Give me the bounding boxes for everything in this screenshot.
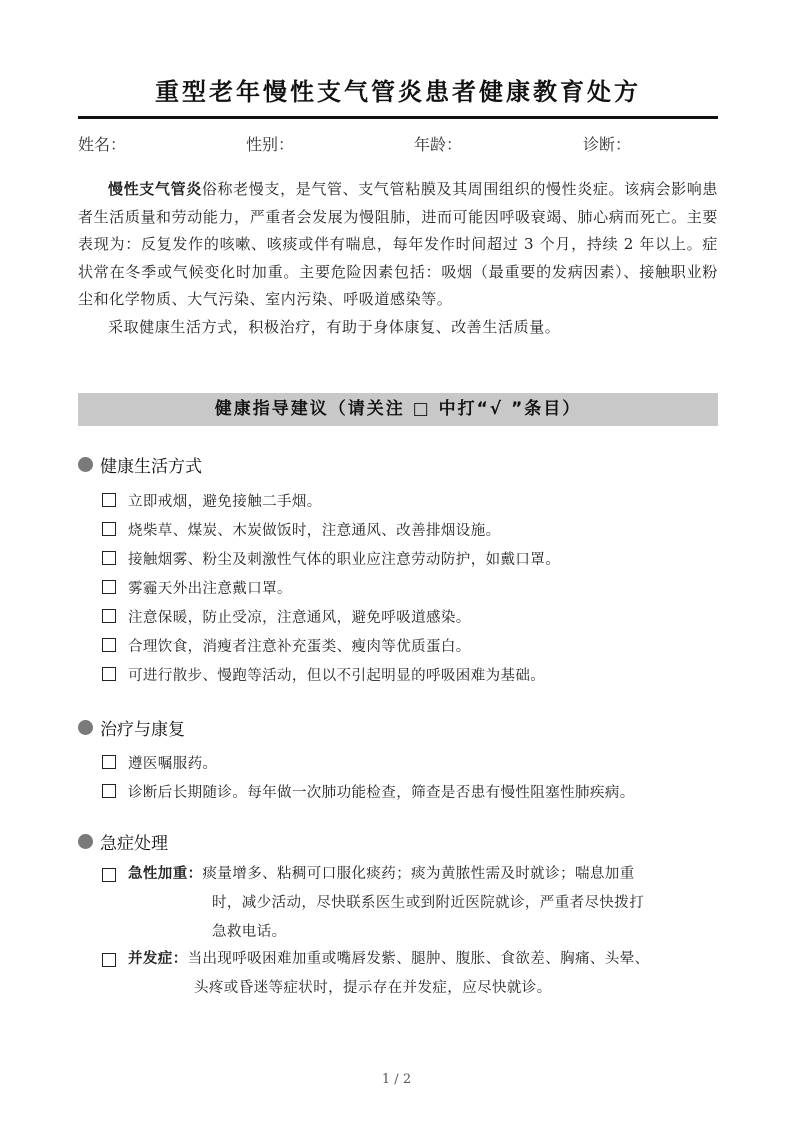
bullet-icon	[78, 720, 93, 735]
checkbox[interactable]	[102, 667, 116, 681]
complication-label: 并发症：	[128, 951, 188, 967]
bullet-icon	[78, 834, 93, 849]
checkbox[interactable]	[102, 953, 116, 967]
emergency-heading-text: 急症处理	[100, 833, 168, 854]
lifestyle-item[interactable]: 立即戒烟，避免接触二手烟。	[102, 489, 722, 511]
intro-text: 俗称老慢支，是气管、支气管粘膜及其周围组织的慢性炎症。该病会影响患者生活质量和劳动能力，严重者会发展为慢阻肺，进而可能因呼吸衰竭、肺心病而死亡。主要表现为：反复发作的咳嗽、咳痰或伴有喘息，每年发作时间超过 3 个月，持续 2 年以上。症状常在冬季或气候变化时加重。主要危险因素包括：吸烟（最重要的发病因素）、接触职业粉尘和化学物质、大气污染、室内污染、呼吸道感染等。	[78, 180, 718, 308]
lifestyle-item[interactable]: 合理饮食，消瘦者注意补充蛋类、瘦肉等优质蛋白。	[102, 634, 722, 656]
age-field-label: 年龄：	[414, 135, 463, 154]
complication-text-line-1: 当出现呼吸困难加重或嘴唇发紫、腿肿、腹胀、食欲差、胸痛、头晕、	[187, 951, 650, 967]
intro-section	[78, 176, 718, 341]
treatment-heading-text: 治疗与康复	[100, 719, 185, 740]
checkbox[interactable]	[102, 868, 116, 882]
diagnosis-field-label: 诊断：	[583, 135, 632, 154]
checkbox[interactable]	[102, 522, 116, 536]
acute-text-line-1: 痰量增多、粘稠可口服化痰药；痰为黄脓性需及时就诊；喘息加重	[202, 866, 635, 882]
treatment-item[interactable]: 诊断后长期随诊。每年做一次肺功能检查，筛查是否患有慢性阻塞性肺疾病。	[102, 780, 722, 802]
lifestyle-item[interactable]: 接触烟雾、粉尘及刺激性气体的职业应注意劳动防护，如戴口罩。	[102, 547, 722, 569]
acute-text-line-2: 时，减少活动，尽快联系医生或到附近医院就诊，严重者尽快拨打	[212, 895, 645, 911]
checkbox[interactable]	[102, 638, 116, 652]
complication-item	[102, 945, 722, 1003]
page-title: 重型老年慢性支气管炎患者健康教育处方	[155, 78, 641, 106]
patient-info-row	[78, 132, 718, 156]
emergency-heading	[78, 829, 168, 853]
page-number: 1 / 2	[381, 1072, 412, 1087]
checkbox[interactable]	[102, 609, 116, 623]
acute-exacerbation-item	[102, 860, 722, 947]
bullet-icon	[78, 457, 93, 472]
lifestyle-item[interactable]: 注意保暖，防止受凉，注意通风，避免呼吸道感染。	[102, 605, 722, 627]
checkbox[interactable]	[102, 551, 116, 565]
lifestyle-item[interactable]: 可进行散步、慢跑等活动，但以不引起明显的呼吸困难为基础。	[102, 663, 722, 685]
treatment-item[interactable]: 遵医嘱服药。	[102, 751, 722, 773]
checkbox[interactable]	[102, 493, 116, 507]
title-divider	[78, 116, 718, 119]
lifestyle-item[interactable]: 烧柴草、煤炭、木炭做饭时，注意通风、改善排烟设施。	[102, 518, 722, 540]
intro-paragraph-2: 采取健康生活方式，积极治疗，有助于身体康复、改善生活质量。	[108, 317, 561, 336]
checkbox[interactable]	[102, 784, 116, 798]
gender-field-label: 性别：	[246, 135, 295, 154]
acute-label: 急性加重：	[128, 866, 203, 882]
complication-text-line-2: 头疼或昏迷等症状时，提示存在并发症，应尽快就诊。	[194, 980, 552, 996]
checkbox[interactable]	[102, 755, 116, 769]
checkbox[interactable]	[102, 580, 116, 594]
lifestyle-heading-text: 健康生活方式	[100, 456, 202, 477]
intro-paragraph	[78, 176, 718, 314]
treatment-heading	[78, 715, 185, 739]
lifestyle-heading	[78, 452, 202, 476]
intro-term: 慢性支气管炎	[108, 180, 202, 198]
acute-text-line-3: 急救电话。	[212, 924, 287, 940]
guidance-banner: 健康指导建议（请关注 □ 中打“√ ”条目）	[78, 393, 718, 426]
name-field-label: 姓名：	[78, 135, 127, 154]
lifestyle-item[interactable]: 雾霾天外出注意戴口罩。	[102, 576, 722, 598]
